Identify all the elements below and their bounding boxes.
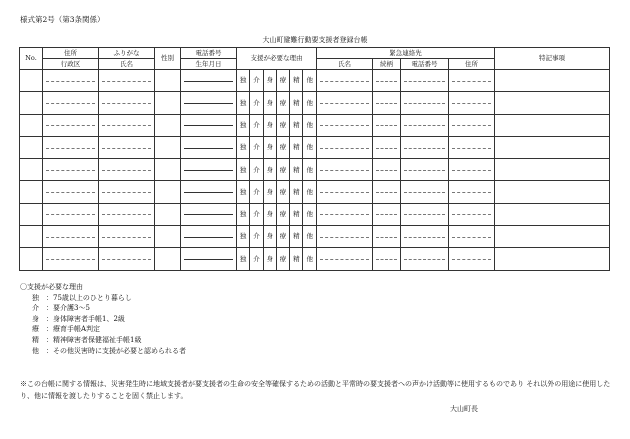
- cell-address-district[interactable]: [43, 203, 99, 225]
- cell-ec-name[interactable]: [317, 181, 373, 203]
- cell-ec-address[interactable]: [449, 136, 495, 158]
- cell-ec-name[interactable]: [317, 92, 373, 114]
- cell-gender[interactable]: [155, 226, 181, 248]
- cell-ec-name[interactable]: [317, 159, 373, 181]
- form-label: 様式第2号（第3条関係）: [20, 15, 105, 24]
- cell-ec-address[interactable]: [449, 114, 495, 136]
- legend-items: [20, 293, 186, 357]
- usage-notice: ※この台帳に関する情報は、災害発生時に地域支援者が要支援者の生命の安全等確保するための活動と平常時の要支援者への声かけ活動等に使用するものであり それ以外の用途に使用したり、他に情報を渡したりすることを固く禁止します。: [20, 380, 611, 400]
- cell-furigana-name[interactable]: [99, 136, 155, 158]
- table-row: [20, 159, 610, 181]
- legend-code: 身: [32, 314, 39, 323]
- table-row: [20, 226, 610, 248]
- cell-gender[interactable]: [155, 181, 181, 203]
- cell-reason-code[interactable]: 精: [290, 159, 303, 181]
- cell-reason-code[interactable]: 他: [303, 159, 317, 181]
- cell-ec-name[interactable]: [317, 136, 373, 158]
- table-row: [20, 92, 610, 114]
- cell-address-district[interactable]: [43, 136, 99, 158]
- legend-item: [20, 303, 186, 314]
- cell-reason-code[interactable]: 療: [276, 226, 289, 248]
- cell-ec-address[interactable]: [449, 92, 495, 114]
- cell-reason-code[interactable]: 精: [290, 92, 303, 114]
- cell-gender[interactable]: [155, 136, 181, 158]
- cell-gender[interactable]: [155, 159, 181, 181]
- cell-ec-phone[interactable]: [401, 136, 449, 158]
- cell-ec-name[interactable]: [317, 248, 373, 270]
- cell-reason-code[interactable]: 介: [250, 114, 263, 136]
- cell-reason-code[interactable]: 療: [276, 136, 289, 158]
- cell-ec-name[interactable]: [317, 114, 373, 136]
- cell-reason-code[interactable]: 精: [290, 114, 303, 136]
- table-row: [20, 70, 610, 92]
- table-row: [20, 248, 610, 270]
- cell-reason-code[interactable]: 身: [263, 181, 276, 203]
- legend-text: ：身体障害者手帳1、2級: [46, 314, 125, 323]
- legend-code: 独: [32, 293, 39, 302]
- cell-no[interactable]: [20, 248, 43, 270]
- cell-address-district[interactable]: [43, 248, 99, 270]
- header-ec-relation: 続柄: [373, 59, 401, 70]
- cell-reason-code[interactable]: 他: [303, 226, 317, 248]
- header-reason: 支援が必要な理由: [237, 48, 317, 70]
- cell-ec-phone[interactable]: [401, 92, 449, 114]
- cell-address-district[interactable]: [43, 70, 99, 92]
- cell-ec-relation[interactable]: [373, 159, 401, 181]
- cell-reason-code[interactable]: 療: [276, 159, 289, 181]
- cell-reason-code[interactable]: 他: [303, 136, 317, 158]
- cell-ec-phone[interactable]: [401, 159, 449, 181]
- cell-phone-birthdate[interactable]: [181, 70, 237, 92]
- cell-ec-relation[interactable]: [373, 92, 401, 114]
- cell-reason-code[interactable]: 他: [303, 114, 317, 136]
- cell-phone-birthdate[interactable]: [181, 136, 237, 158]
- issuer: 大山町長: [450, 405, 478, 413]
- cell-ec-relation[interactable]: [373, 226, 401, 248]
- cell-remarks[interactable]: [495, 159, 610, 181]
- cell-ec-phone[interactable]: [401, 226, 449, 248]
- cell-reason-code[interactable]: 介: [250, 181, 263, 203]
- legend-item: [20, 324, 186, 335]
- legend-code: 精: [32, 335, 39, 344]
- cell-phone-birthdate[interactable]: [181, 181, 237, 203]
- cell-reason-code[interactable]: 独: [237, 70, 250, 92]
- cell-ec-phone[interactable]: [401, 114, 449, 136]
- header-remarks: 特記事項: [495, 48, 610, 70]
- cell-address-district[interactable]: [43, 226, 99, 248]
- page-title: 大山町避難行動要支援者登録台帳: [262, 36, 368, 44]
- cell-reason-code[interactable]: 介: [250, 70, 263, 92]
- header-district: 行政区: [43, 59, 99, 70]
- cell-remarks[interactable]: [495, 248, 610, 270]
- legend-code: 療: [32, 325, 39, 334]
- cell-ec-phone[interactable]: [401, 181, 449, 203]
- cell-reason-code[interactable]: 介: [250, 159, 263, 181]
- cell-reason-code[interactable]: 介: [250, 248, 263, 270]
- cell-reason-code[interactable]: 療: [276, 248, 289, 270]
- cell-reason-code[interactable]: 他: [303, 92, 317, 114]
- cell-remarks[interactable]: [495, 181, 610, 203]
- cell-remarks[interactable]: [495, 114, 610, 136]
- header-birthdate: 生年月日: [181, 59, 237, 70]
- cell-furigana-name[interactable]: [99, 92, 155, 114]
- cell-reason-code[interactable]: 他: [303, 181, 317, 203]
- cell-ec-phone[interactable]: [401, 203, 449, 225]
- cell-address-district[interactable]: [43, 92, 99, 114]
- cell-reason-code[interactable]: 療: [276, 114, 289, 136]
- cell-reason-code[interactable]: 療: [276, 203, 289, 225]
- cell-no[interactable]: [20, 203, 43, 225]
- cell-reason-code[interactable]: 介: [250, 203, 263, 225]
- cell-reason-code[interactable]: 独: [237, 114, 250, 136]
- cell-reason-code[interactable]: 精: [290, 181, 303, 203]
- cell-reason-code[interactable]: 精: [290, 226, 303, 248]
- header-no: No.: [20, 48, 43, 70]
- cell-reason-code[interactable]: 独: [237, 226, 250, 248]
- cell-gender[interactable]: [155, 248, 181, 270]
- register-table: [19, 47, 610, 271]
- cell-reason-code[interactable]: 精: [290, 70, 303, 92]
- table-row: [20, 181, 610, 203]
- legend-item: [20, 335, 186, 346]
- header-furigana: ふりがな: [99, 48, 155, 59]
- cell-reason-code[interactable]: 身: [263, 92, 276, 114]
- cell-no[interactable]: [20, 114, 43, 136]
- legend-heading: 〇支援が必要な理由: [20, 283, 83, 291]
- cell-reason-code[interactable]: 介: [250, 92, 263, 114]
- cell-reason-code[interactable]: 身: [263, 70, 276, 92]
- cell-reason-code[interactable]: 介: [250, 136, 263, 158]
- cell-address-district[interactable]: [43, 181, 99, 203]
- cell-reason-code[interactable]: 介: [250, 226, 263, 248]
- cell-reason-code[interactable]: 身: [263, 226, 276, 248]
- legend-text: ：要介護3～5: [46, 304, 90, 313]
- cell-no[interactable]: [20, 181, 43, 203]
- cell-reason-code[interactable]: 身: [263, 203, 276, 225]
- reason-legend: [20, 282, 186, 356]
- cell-reason-code[interactable]: 身: [263, 248, 276, 270]
- cell-reason-code[interactable]: 独: [237, 136, 250, 158]
- cell-gender[interactable]: [155, 92, 181, 114]
- table-row: [20, 136, 610, 158]
- cell-furigana-name[interactable]: [99, 181, 155, 203]
- cell-furigana-name[interactable]: [99, 203, 155, 225]
- cell-phone-birthdate[interactable]: [181, 248, 237, 270]
- cell-reason-code[interactable]: 独: [237, 92, 250, 114]
- cell-reason-code[interactable]: 身: [263, 136, 276, 158]
- cell-ec-relation[interactable]: [373, 203, 401, 225]
- header-gender: 性別: [155, 48, 181, 70]
- cell-no[interactable]: [20, 136, 43, 158]
- cell-ec-address[interactable]: [449, 70, 495, 92]
- table-row: [20, 114, 610, 136]
- cell-ec-address[interactable]: [449, 159, 495, 181]
- cell-phone-birthdate[interactable]: [181, 226, 237, 248]
- cell-ec-relation[interactable]: [373, 181, 401, 203]
- cell-reason-code[interactable]: 他: [303, 203, 317, 225]
- cell-reason-code[interactable]: 独: [237, 159, 250, 181]
- cell-gender[interactable]: [155, 114, 181, 136]
- cell-ec-phone[interactable]: [401, 70, 449, 92]
- cell-reason-code[interactable]: 療: [276, 70, 289, 92]
- cell-ec-relation[interactable]: [373, 248, 401, 270]
- cell-reason-code[interactable]: 独: [237, 181, 250, 203]
- cell-reason-code[interactable]: 独: [237, 203, 250, 225]
- cell-gender[interactable]: [155, 70, 181, 92]
- cell-reason-code[interactable]: 精: [290, 248, 303, 270]
- legend-code: 他: [32, 346, 39, 355]
- cell-address-district[interactable]: [43, 159, 99, 181]
- header-name: 氏名: [99, 59, 155, 70]
- cell-reason-code[interactable]: 精: [290, 136, 303, 158]
- cell-ec-address[interactable]: [449, 181, 495, 203]
- cell-remarks[interactable]: [495, 136, 610, 158]
- legend-text: ：その他災害時に支援が必要と認められる者: [46, 346, 186, 355]
- cell-phone-birthdate[interactable]: [181, 114, 237, 136]
- cell-furigana-name[interactable]: [99, 114, 155, 136]
- cell-furigana-name[interactable]: [99, 70, 155, 92]
- cell-remarks[interactable]: [495, 70, 610, 92]
- legend-item: [20, 346, 186, 357]
- legend-text: ：75歳以上のひとり暮らし: [46, 293, 132, 302]
- cell-reason-code[interactable]: 身: [263, 114, 276, 136]
- cell-ec-relation[interactable]: [373, 136, 401, 158]
- cell-reason-code[interactable]: 療: [276, 92, 289, 114]
- legend-item: [20, 314, 186, 325]
- cell-gender[interactable]: [155, 203, 181, 225]
- cell-reason-code[interactable]: 独: [237, 248, 250, 270]
- legend-code: 介: [32, 304, 39, 313]
- legend-item: [20, 293, 186, 304]
- cell-remarks[interactable]: [495, 203, 610, 225]
- cell-ec-relation[interactable]: [373, 70, 401, 92]
- legend-text: ：精神障害者保健福祉手帳1級: [46, 335, 142, 344]
- cell-reason-code[interactable]: 身: [263, 159, 276, 181]
- cell-remarks[interactable]: [495, 92, 610, 114]
- cell-ec-name[interactable]: [317, 70, 373, 92]
- header-emergency: 緊急連絡先: [317, 48, 495, 59]
- header-ec-address: 住所: [449, 59, 495, 70]
- cell-ec-name[interactable]: [317, 226, 373, 248]
- cell-furigana-name[interactable]: [99, 248, 155, 270]
- cell-reason-code[interactable]: 他: [303, 70, 317, 92]
- legend-text: ：療育手帳A判定: [46, 325, 101, 334]
- cell-ec-address[interactable]: [449, 248, 495, 270]
- cell-ec-address[interactable]: [449, 226, 495, 248]
- cell-reason-code[interactable]: 療: [276, 181, 289, 203]
- header-ec-phone: 電話番号: [401, 59, 449, 70]
- header-address: 住所: [43, 48, 99, 59]
- cell-reason-code[interactable]: 精: [290, 203, 303, 225]
- table-row: [20, 203, 610, 225]
- cell-phone-birthdate[interactable]: [181, 159, 237, 181]
- cell-no[interactable]: [20, 70, 43, 92]
- header-row-1: [20, 48, 610, 59]
- cell-furigana-name[interactable]: [99, 159, 155, 181]
- header-ec-name: 氏名: [317, 59, 373, 70]
- header-phone: 電話番号: [181, 48, 237, 59]
- cell-phone-birthdate[interactable]: [181, 92, 237, 114]
- cell-no[interactable]: [20, 226, 43, 248]
- cell-address-district[interactable]: [43, 114, 99, 136]
- cell-remarks[interactable]: [495, 226, 610, 248]
- cell-reason-code[interactable]: 他: [303, 248, 317, 270]
- cell-ec-phone[interactable]: [401, 248, 449, 270]
- cell-no[interactable]: [20, 92, 43, 114]
- cell-ec-address[interactable]: [449, 203, 495, 225]
- cell-phone-birthdate[interactable]: [181, 203, 237, 225]
- cell-ec-name[interactable]: [317, 203, 373, 225]
- register-body: [20, 48, 610, 271]
- cell-ec-relation[interactable]: [373, 114, 401, 136]
- cell-no[interactable]: [20, 159, 43, 181]
- cell-furigana-name[interactable]: [99, 226, 155, 248]
